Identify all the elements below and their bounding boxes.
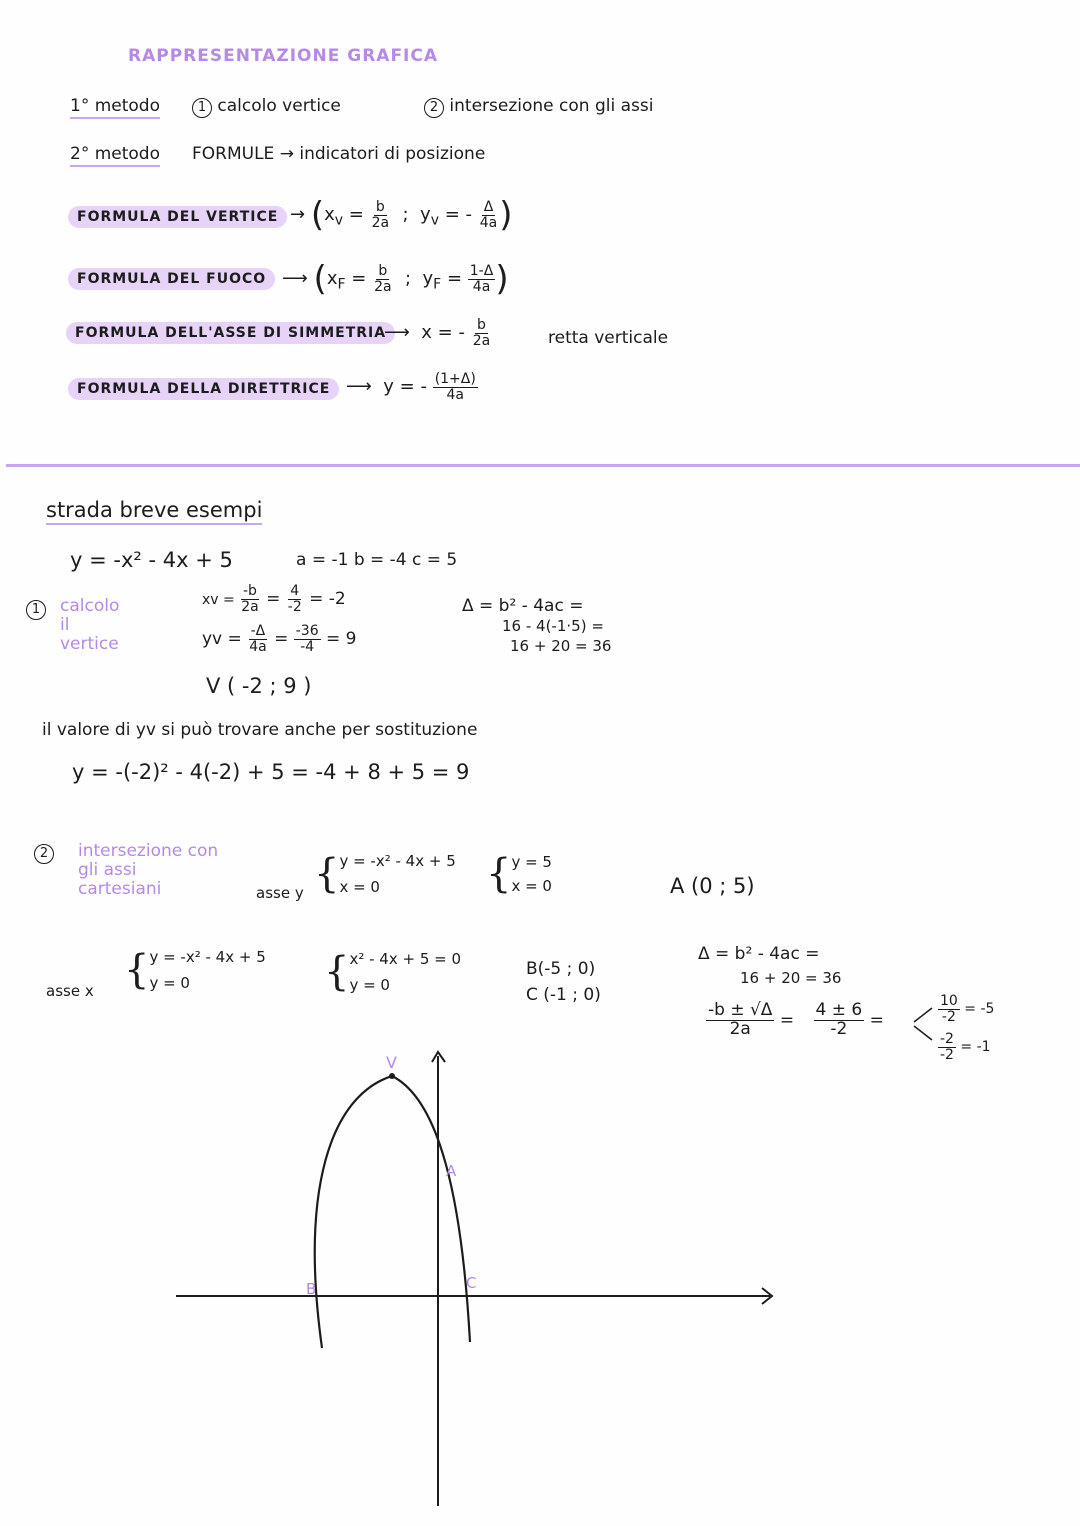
step-2-number-icon: 2 [34,842,54,864]
focus-formula-label: FORMULA DEL FUOCO [68,268,275,290]
method-1-label: 1° metodo [70,96,160,116]
step-number-icon: 2 [424,98,444,118]
method-1-step-2: 2 intersezione con gli assi [424,96,653,118]
step-1-number-icon: 1 [26,598,46,620]
label-a: A [446,1162,457,1180]
parabola-curve [315,1076,470,1348]
arrow-icon: ⟶ [384,322,410,344]
method-2-label: 2° metodo [70,144,160,164]
directrix-formula-label: FORMULA DELLA DIRETTRICE [68,378,339,400]
root-1: $\frac{10}{-2}$ = -5 [940,993,995,1025]
delta-calc: Δ = b² - 4ac = 16 - 4(-1·5) = 16 + 20 = 36 [462,596,612,655]
roots-calc: $\frac{-b \pm √\Delta}{2a}$ = $\frac{4 \pm 6}{-2}$ = [708,1000,884,1039]
step-2-title: intersezione con gli assi cartesiani [78,841,219,899]
yv-calc: yv = $\frac{-\Delta}{4a}$ = $\frac{-36}{-4}$ = 9 [202,623,357,655]
arrow-icon: → [290,204,306,225]
root-2: $\frac{-2}{-2}$ = -1 [940,1031,991,1063]
vertex-formula-label: FORMULA DEL VERTICE [68,206,287,228]
system-axis-y-solved: { y = 5 x = 0 [486,851,552,897]
substitution-calc: y = -(-2)² - 4(-2) + 5 = -4 + 8 + 5 = 9 [72,760,470,784]
directrix-formula: ⟶ y = - $\frac{(1+\Delta)}{4a}$ [346,371,476,403]
axis-x-label: asse x [46,982,94,1000]
step-1-title: calcolo il vertice [60,596,120,654]
vertex-formula: → ($x_v$ = $\frac{b}{2a}$ ; $y_v$ = - $\frac{\Delta}{4a}$ ) [290,195,513,235]
vertex-point [389,1073,395,1079]
method-2-text: FORMULE → indicatori di posizione [192,144,486,164]
axis-note: retta verticale [548,328,669,348]
system-axis-y: { y = -x² - 4x + 5 x = 0 [314,851,456,897]
branch-lines [910,1004,938,1044]
method-1-step-1: 1 calcolo vertice [192,96,341,118]
label-c: C [466,1274,477,1292]
points-bc: B(-5 ; 0) C (-1 ; 0) [526,959,601,1005]
axis-formula-label: FORMULA DELL'ASSE DI SIMMETRIA [66,322,395,344]
focus-formula: ⟶ ($x_F$ = $\frac{b}{2a}$ ; $y_F$ = $\frac{1-\Delta}{4a}$ ) [282,259,509,299]
vertex-result: V ( -2 ; 9 ) [206,674,312,698]
step-number-icon: 1 [192,98,212,118]
label-v: V [386,1053,397,1072]
delta-2-calc: Δ = b² - 4ac = 16 + 20 = 36 [698,944,842,987]
example-heading: strada breve esempi [46,498,262,522]
arrow-icon: ⟶ [346,376,372,398]
xv-calc: xv = $\frac{-b}{2a}$ = $\frac{4}{-2}$ = -2 [202,583,346,615]
label-b: B [306,1280,317,1298]
substitution-note: il valore di yv si può trovare anche per sostituzione [42,720,478,740]
system-axis-x: { y = -x² - 4x + 5 y = 0 [124,947,266,993]
point-a: A (0 ; 5) [670,874,755,898]
arrow-icon: ⟶ [282,268,308,289]
section-divider [6,464,1080,467]
parabola-graph [0,1040,1080,1526]
system-axis-x-solved: { x² - 4x + 5 = 0 y = 0 [324,949,462,995]
page-title: RAPPRESENTAZIONE GRAFICA [128,46,439,66]
axis-formula: ⟶ x = - $\frac{b}{2a}$ [384,317,491,349]
example-coefficients: a = -1 b = -4 c = 5 [296,550,458,570]
example-equation: y = -x² - 4x + 5 [70,548,233,572]
axis-y-label: asse y [256,884,304,902]
